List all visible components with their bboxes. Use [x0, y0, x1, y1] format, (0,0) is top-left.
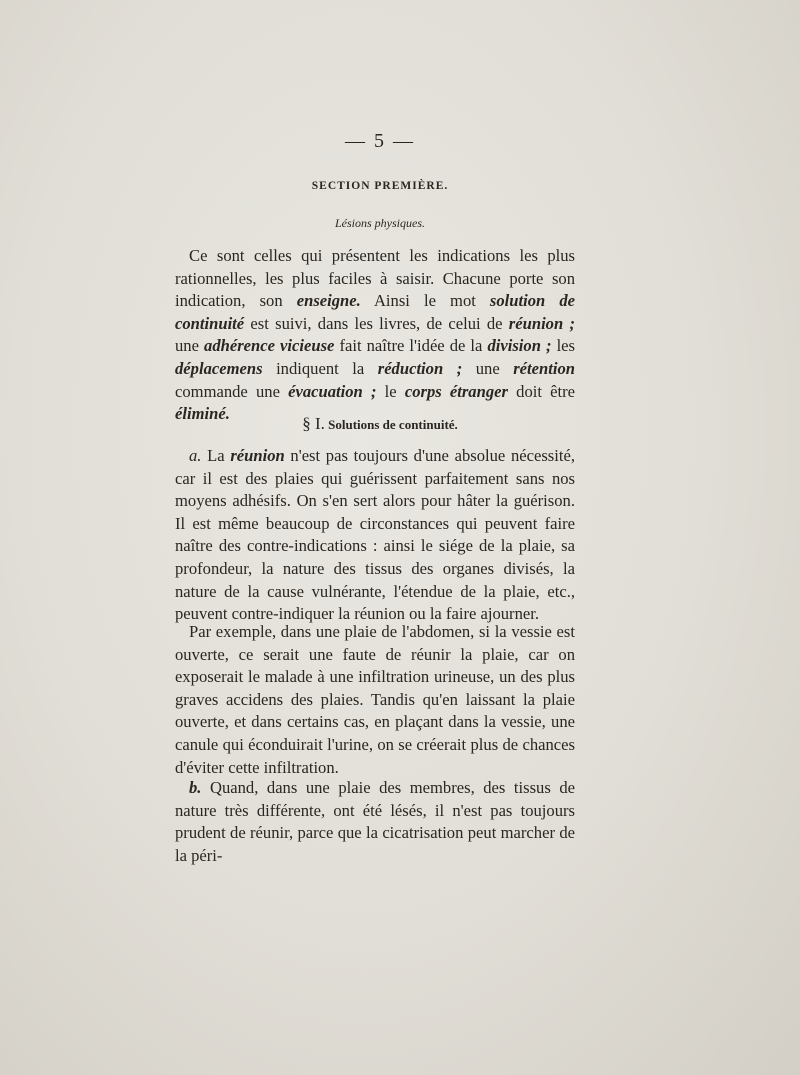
- item-letter: b.: [189, 778, 202, 797]
- text-run: Ce sont celles qui présentent les indications les plus rationnelles, les plus faciles à saisir. Chacune porte son indication, son: [175, 246, 575, 311]
- emphasis: corps étranger: [404, 381, 508, 401]
- page-number: — 5 —: [345, 130, 415, 152]
- text-run: le: [376, 381, 405, 401]
- emphasis: réunion ;: [508, 313, 575, 333]
- subsection-number: § I.: [302, 414, 325, 433]
- text-run: commande une: [175, 381, 289, 401]
- text-run: fait naître l'idée de la: [334, 336, 488, 356]
- subsection-heading: [0, 414, 760, 434]
- text-run: Ainsi le mot: [360, 291, 490, 311]
- section-title: SECTION PREMIÈRE.: [311, 180, 449, 192]
- emphasis: éliminé.: [175, 404, 230, 424]
- text-run: La: [201, 446, 231, 465]
- emphasis: adhérence vicieuse: [204, 336, 335, 356]
- paragraph-4: [175, 777, 575, 867]
- emphasis: évacuation ;: [288, 381, 377, 401]
- emphasis: déplacemens: [175, 358, 263, 378]
- text-run: doit être: [507, 381, 576, 401]
- emphasis: division ;: [487, 336, 552, 356]
- text-run: indiquent la: [262, 358, 378, 378]
- text-run: une: [462, 358, 514, 378]
- item-letter: a.: [189, 446, 202, 465]
- text-run: une: [175, 336, 205, 356]
- text-run: Quand, dans une plaie des membres, des tissus de nature très différente, ont été lésés, il n'est pas toujours prudent de réunir, parce que la cicatrisation peut marcher de la péri-: [175, 778, 575, 865]
- text-run: les: [551, 336, 575, 356]
- subsection-title: Solutions de continuité.: [324, 417, 458, 432]
- emphasis: rétention: [513, 358, 575, 378]
- emphasis: réunion: [230, 446, 285, 465]
- paragraph-2: [175, 445, 575, 626]
- emphasis: solution de continuité: [175, 291, 575, 333]
- emphasis: réduction ;: [377, 358, 463, 378]
- paragraph-1: [175, 245, 575, 426]
- section-subtitle: Lésions physiques.: [335, 216, 425, 230]
- emphasis: enseigne.: [296, 291, 361, 311]
- paragraph-3: Par exemple, dans une plaie de l'abdomen, si la vessie est ouverte, ce serait une faute de réunir la plaie, car on exposerait le malade à une infiltration urineuse, un des plus graves accidens des plaies. Tandis qu'en laissant la plaie ouverte, et dans certains cas, en plaçant dans la vessie, une canule qui éconduirait l'urine, on se créerait plus de chances d'éviter cette infiltration.: [175, 622, 575, 777]
- text-run: est suivi, dans les livres, de celui de: [244, 313, 509, 333]
- text-run: n'est pas toujours d'une absolue nécessité, car il est des plaies qui guérissent parfaitement sans nos moyens adhésifs. On s'en sert alors pour hâter la guérison. Il est même beaucoup de circonstances qui peuvent faire naître des contre-indications : ainsi le siége de la plaie, sa profondeur, la nature des tissus des organes divisés, la nature de la cause vulnérante, l'étendue de la plaie, etc., peuvent contre-indiquer la réunion ou la faire ajourner.: [175, 446, 575, 624]
